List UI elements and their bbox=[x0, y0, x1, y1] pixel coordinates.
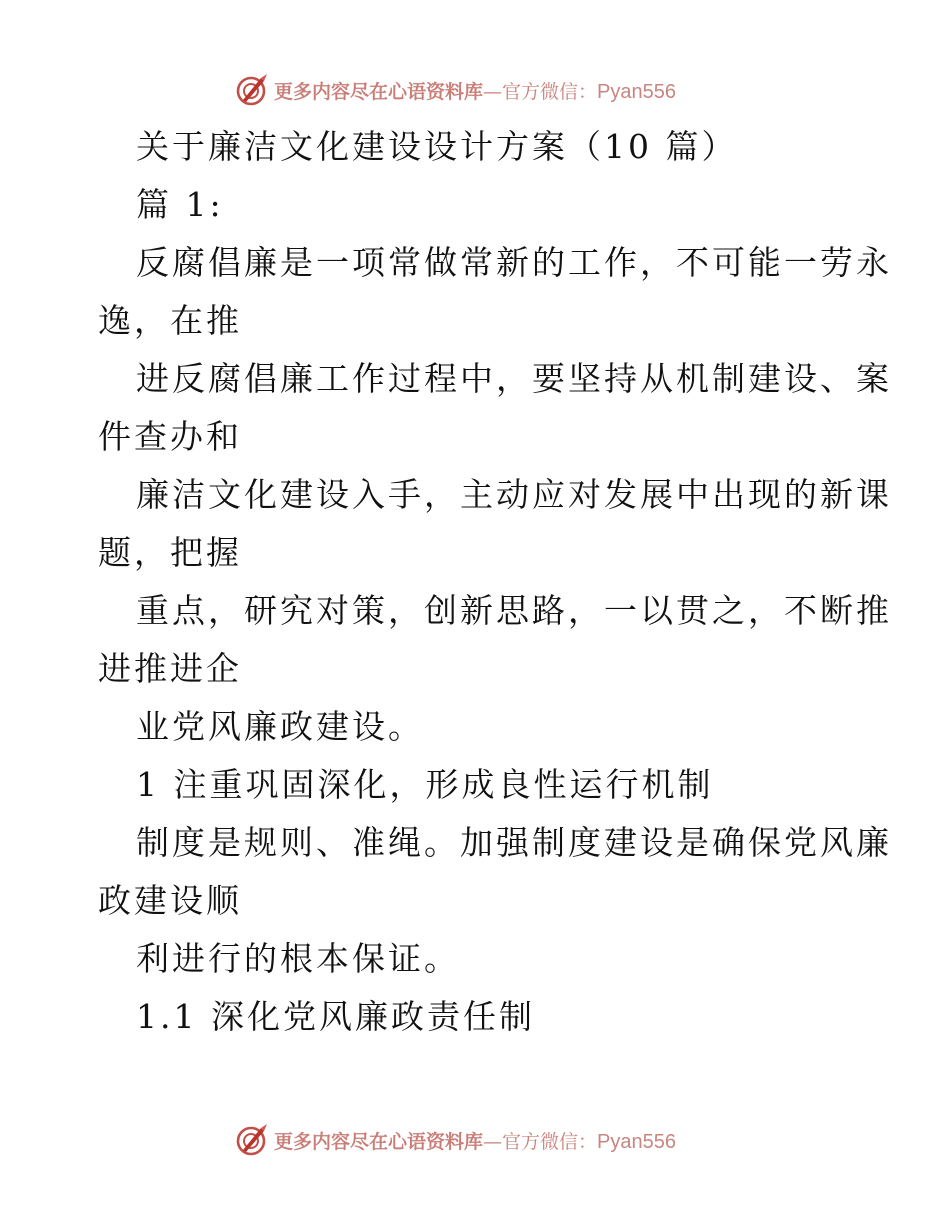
quill-logo-icon bbox=[234, 72, 270, 108]
header-watermark bbox=[234, 70, 676, 110]
subsection-heading: 1.1 深化党风廉政责任制 bbox=[136, 997, 535, 1036]
watermark-text bbox=[274, 77, 676, 104]
chapter-heading: 篇 1: bbox=[136, 185, 224, 224]
paragraph-line: 廉洁文化建设入手，主动应对发展中出现的新课 bbox=[136, 475, 892, 514]
watermark-suffix: 官方微信： bbox=[502, 1130, 598, 1153]
paragraph-line: 重点，研究对策，创新思路，一以贯之，不断推 bbox=[136, 591, 892, 630]
paragraph-line: 题，把握 bbox=[98, 533, 242, 572]
footer-watermark bbox=[234, 1120, 676, 1160]
paragraph-line: 进反腐倡廉工作过程中，要坚持从机制建设、案 bbox=[136, 359, 892, 398]
paragraph-line: 进推进企 bbox=[98, 649, 242, 688]
watermark-text bbox=[274, 1127, 676, 1154]
watermark-dash: — bbox=[483, 80, 503, 103]
watermark-dash: — bbox=[483, 1130, 503, 1153]
watermark-suffix: 官方微信： bbox=[502, 80, 598, 103]
paragraph-line: 政建设顺 bbox=[98, 881, 242, 920]
paragraph-line: 利进行的根本保证。 bbox=[136, 939, 460, 978]
watermark-id: Pyan556 bbox=[597, 80, 676, 103]
paragraph-line: 逸，在推 bbox=[98, 301, 242, 340]
paragraph-line: 件查办和 bbox=[98, 417, 242, 456]
watermark-main: 更多内容尽在心语资料库 bbox=[274, 1130, 484, 1153]
watermark-main: 更多内容尽在心语资料库 bbox=[274, 80, 484, 103]
document-title: 关于廉洁文化建设设计方案（10 篇） bbox=[136, 127, 738, 166]
paragraph-line: 反腐倡廉是一项常做常新的工作，不可能一劳永 bbox=[136, 243, 892, 282]
paragraph-line: 制度是规则、准绳。加强制度建设是确保党风廉 bbox=[136, 823, 892, 862]
quill-logo-icon bbox=[234, 1122, 270, 1158]
paragraph-line: 业党风廉政建设。 bbox=[136, 707, 424, 746]
watermark-id: Pyan556 bbox=[597, 1130, 676, 1153]
section-heading: 1 注重巩固深化，形成良性运行机制 bbox=[136, 765, 714, 804]
